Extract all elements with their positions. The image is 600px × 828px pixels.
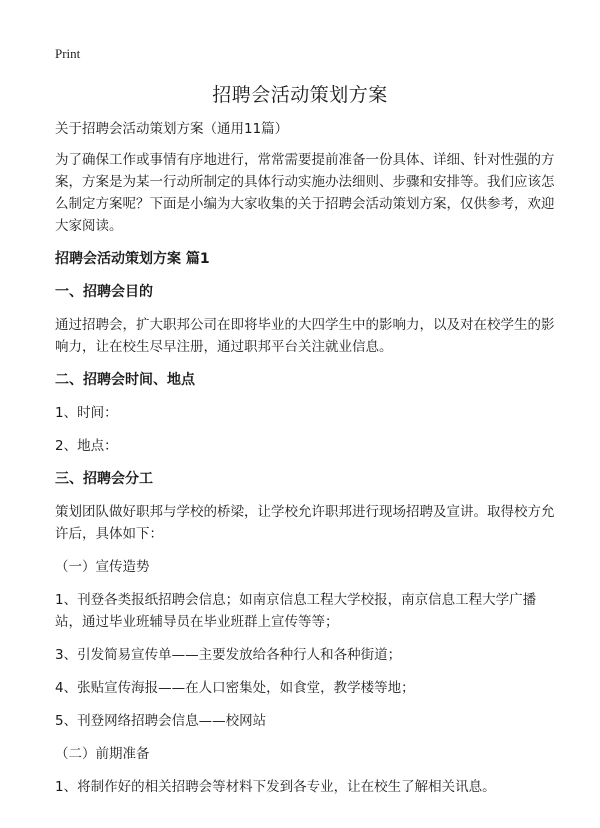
document-body xyxy=(55,118,555,809)
list-item-place: 2、地点： xyxy=(55,438,118,454)
list-item-posters: 4、张贴宣传海报——在人口密集处，如食堂，教学楼等地； xyxy=(55,680,415,696)
section-heading-time-place: 二、招聘会时间、地点 xyxy=(55,372,195,388)
list-item-materials: 1、将制作好的相关招聘会等材料下发到各专业，让在校生了解相关讯息。 xyxy=(55,779,496,795)
intro-paragraph: 为了确保工作或事情有序地进行，常常需要提前准备一份具体、详细、针对性强的方案，方案是为某一行动所制定的具体行动实施办法细则、步骤和安排等。我们应该怎么制定方案呢？下面是小编为大家收集的关于招聘会活动策划方案，仅供参考，欢迎大家阅读。 xyxy=(55,152,555,234)
list-item-flyers: 3、引发简易宣传单——主要发放给各种行人和各种街道； xyxy=(55,647,402,663)
article-heading: 招聘会活动策划方案 篇1 xyxy=(55,251,210,267)
subsection-heading-preparation: （二）前期准备 xyxy=(55,746,150,762)
list-item-online: 5、刊登网络招聘会信息——校网站 xyxy=(55,713,267,729)
subsection-heading-publicity: （一）宣传造势 xyxy=(55,559,150,575)
section-text-division: 策划团队做好职邦与学校的桥梁，让学校允许职邦进行现场招聘及宣讲。取得校方允许后，具体如下： xyxy=(55,504,555,542)
section-heading-division: 三、招聘会分工 xyxy=(55,471,153,487)
section-heading-purpose: 一、招聘会目的 xyxy=(55,284,153,300)
document-title: 招聘会活动策划方案 xyxy=(212,84,388,106)
list-item-newspaper: 1、刊登各类报纸招聘会信息；如南京信息工程大学校报，南京信息工程大学广播站，通过毕业班辅导员在毕业班群上宣传等等； xyxy=(55,592,537,630)
section-text-purpose: 通过招聘会，扩大职邦公司在即将毕业的大四学生中的影响力，以及对在校学生的影响力，让在校生尽早注册，通过职邦平台关注就业信息。 xyxy=(55,317,555,355)
document-subtitle: 关于招聘会活动策划方案（通用11篇） xyxy=(55,121,289,137)
print-link[interactable]: Print xyxy=(55,46,81,61)
list-item-time: 1、时间： xyxy=(55,405,118,421)
